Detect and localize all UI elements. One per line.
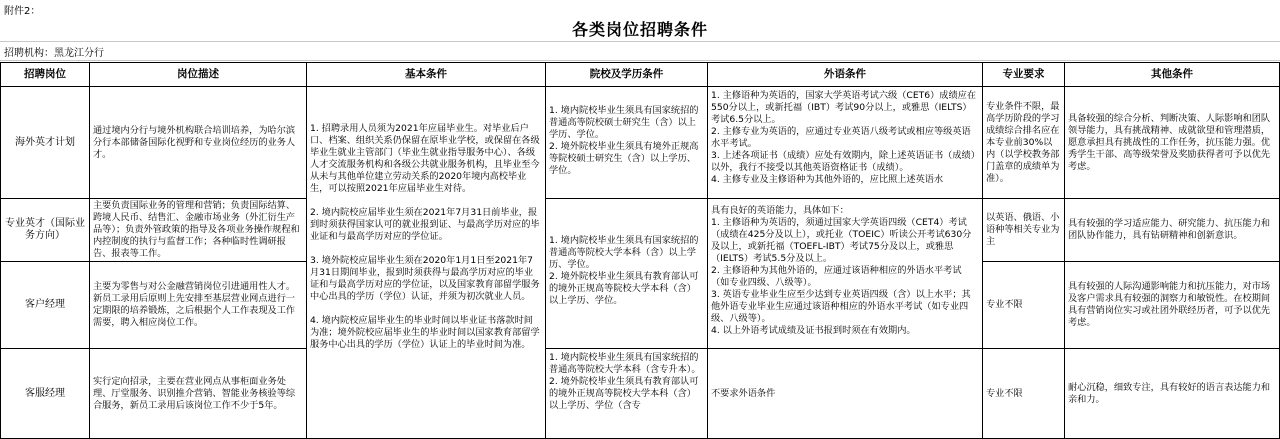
major-cell: 专业不限 xyxy=(982,348,1065,439)
education-cell: 1. 境内院校毕业生须具有国家统招的普通高等院校大学本科（含专升本）。 2. 境外院校毕业生须具有教育部认可的境外正规高等院校大学本科（含）以上学历、学位（含专 xyxy=(545,348,708,439)
recruiting-org: 招聘机构：黑龙江分行 xyxy=(4,48,104,59)
basic-condition-1: 1. 招聘录用人员须为2021年应届毕业生。对毕业后户口、档案、组织关系仍保留在原毕业学校，或保留在各级毕业生就业主管部门（毕业生就业指导服务中心）、各级人才交流服务机构和各级公共就业服务机构，且毕业至今从未与其他单位建立劳动关系的2020年境内高校毕业生，可以按照2021年应届毕业生对待。 xyxy=(310,123,540,194)
major-cell: 以英语、俄语、小语种等相关专业为主 xyxy=(982,198,1065,262)
header-position: 招聘岗位 xyxy=(0,62,90,87)
other-cell: 耐心沉稳，细致专注，具有较好的语言表达能力和亲和力。 xyxy=(1064,348,1280,439)
language-cell: 具有良好的英语能力，具体如下： 1. 主修语种为英语的，须通过国家大学英语四级（CET4）考试（成绩在425分及以上），或托业（TOEIC）听读公开考试630分及以上，或新托福（TOEFL-IBT）考试75分及以上，或雅思（IELTS）考试5.5分及以上。 2. 主修语种为其他外语的，应通过该语种相应的外语水平考试（如专业四级、八级等）。 3. 英语专业毕业生应至少达到专业英语四级（含）以上水平；其他外语专业毕业生应通过该语种相应的外语水平考试（如专业四级、八级等）。 4. 以上外语考试成绩及证书报到时须在有效期内。 xyxy=(707,198,983,349)
position-cell: 海外英才计划 xyxy=(0,86,90,199)
major-cell: 专业不限 xyxy=(982,261,1065,349)
appendix-label: 附件2： xyxy=(4,6,41,17)
divider xyxy=(0,41,1280,42)
basic-condition-4: 4. 境内院校应届毕业生的毕业时间以毕业证书落款时间为准；境外院校应届毕业生的毕业时间以国家教育部留学服务中心出具的学历（学位）认证上的毕业时间为准。 xyxy=(310,315,540,350)
header-language: 外语条件 xyxy=(707,62,983,87)
position-cell: 客服经理 xyxy=(0,348,90,439)
position-cell: 专业英才（国际业务方向） xyxy=(0,198,90,262)
page-title: 各类岗位招聘条件 xyxy=(571,20,708,39)
basic-conditions-cell xyxy=(306,86,546,439)
basic-condition-2: 2. 境内院校应届毕业生须在2021年7月31日前毕业，报到时须获得国家认可的就业报到证、与最高学历对应的毕业证和与最高学历对应的学位证。 xyxy=(310,207,540,242)
other-cell: 具有较强的学习适应能力、研究能力、抗压能力和团队协作能力，具有钻研精神和创新意识。 xyxy=(1064,198,1280,262)
header-basic: 基本条件 xyxy=(306,62,546,87)
description-cell: 实行定向招录，主要在营业网点从事柜面业务处理、厅堂服务、识别推介营销、智能业务核验等综合服务，新员工录用后该岗位工作不少于5年。 xyxy=(89,348,307,439)
language-cell: 1. 主修语种为英语的，国家大学英语考试六级（CET6）成绩应在550分以上，或新托福（IBT）考试90分以上，或雅思（IELTS）考试6.5分以上。 2. 主修专业为英语的，应通过专业英语八级考试或相应等级英语水平考试。 3. 上述各项证书（成绩）应处有效期内，除上述英语证书（成绩）以外，我行不接受以其他英语资格证书（成绩）。 4. 主修专业及主修语种为其他外语的，应比照上述英语水 xyxy=(707,86,983,199)
basic-condition-3: 3. 境外院校应届毕业生须在2020年1月1日至2021年7月31日期间毕业，报到时须获得与最高学历对应的毕业证和与最高学历对应的学位证，以及国家教育部留学服务中心出具的学历（学位）认证，并须为初次就业人员。 xyxy=(310,255,540,302)
header-education: 院校及学历条件 xyxy=(545,62,708,87)
divider xyxy=(0,60,1280,61)
header-description: 岗位描述 xyxy=(89,62,307,87)
description-cell: 主要为零售与对公金融营销岗位引进通用性人才。新员工录用后原则上先安排至基层营业网点进行一定期限的培养锻炼，之后根据个人工作表现及工作需要，聘入相应岗位工作。 xyxy=(89,261,307,349)
header-major: 专业要求 xyxy=(982,62,1065,87)
description-cell: 主要负责国际业务的管理和营销；负责国际结算、跨境人民币、结售汇、金融市场业务（外汇衍生产品等）；负责外管政策的指导及各项业务操作规程和内控制度的执行与监督工作；各种临时性调研报告、报表等工作。 xyxy=(89,198,307,262)
description-cell: 通过境内分行与境外机构联合培训培养，为哈尔滨分行本部储备国际化视野和专业岗位经历的业务人才。 xyxy=(89,86,307,199)
other-cell: 具有较强的人际沟通影响能力和抗压能力，对市场及客户需求具有较强的洞察力和敏锐性。在校期间具有营销岗位实习或社团外联经历者，可予以优先考虑。 xyxy=(1064,261,1280,349)
education-cell: 1. 境内院校毕业生须具有国家统招的普通高等院校硕士研究生（含）以上学历、学位。 2. 境外院校毕业生须具有境外正规高等院校硕士研究生（含）以上学历、学位。 xyxy=(545,86,708,199)
header-other: 其他条件 xyxy=(1064,62,1280,87)
other-cell: 具备较强的综合分析、判断决策、人际影响和团队领导能力，具有挑战精神、成就欲望和管理潜质，愿意承担具有挑战性的工作任务，抗压能力强。优秀学生干部、高等级荣誉及奖励获得者可予以优先考虑。 xyxy=(1064,86,1280,199)
position-cell: 客户经理 xyxy=(0,261,90,349)
language-cell: 不要求外语条件 xyxy=(707,348,983,439)
major-cell: 专业条件不限，最高学历阶段的学习成绩综合排名应在本专业前30%以内（以学校教务部门盖章的成绩单为准）。 xyxy=(982,86,1065,199)
education-cell: 1. 境内院校毕业生须具有国家统招的普通高等院校大学本科（含）以上学历、学位。 2. 境外院校毕业生须具有教育部认可的境外正规高等院校大学本科（含）以上学历、学位。 xyxy=(545,198,708,349)
